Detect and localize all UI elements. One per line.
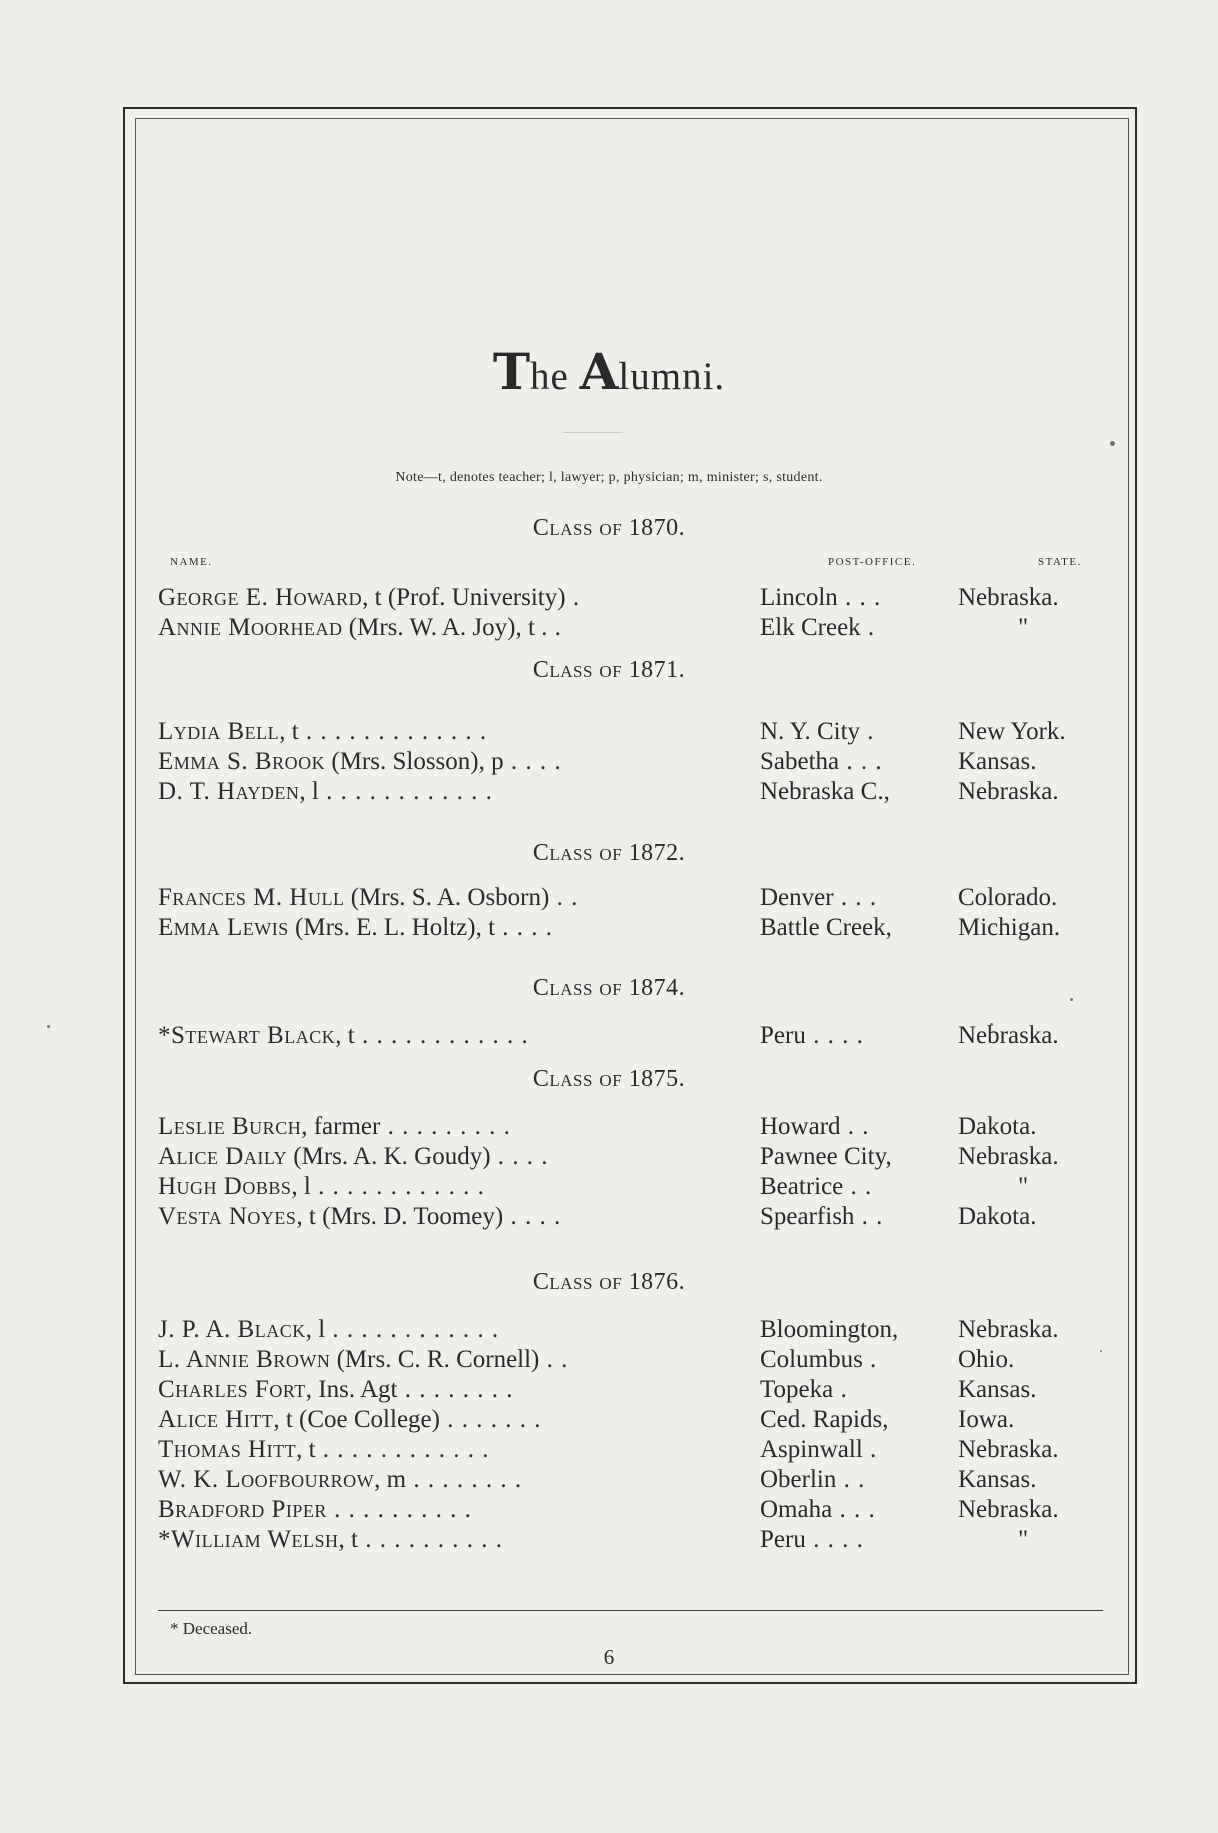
- alumni-name-cell: [158, 1345, 568, 1375]
- alumni-row: [158, 1172, 1096, 1202]
- post-office-cell: [760, 583, 881, 613]
- alumni-name-cell: [158, 1435, 490, 1465]
- post-office-cell: [760, 1435, 877, 1465]
- alumni-row: [158, 583, 1096, 613]
- alumni-name-cell: [158, 913, 553, 943]
- alumni-name: Bradford Piper: [158, 1496, 327, 1523]
- alumni-name-cell: [158, 1202, 561, 1232]
- leader-dots: . . .: [832, 1496, 876, 1523]
- alumni-name: *Stewart Black: [158, 1022, 336, 1049]
- leader-dots: . . . .: [495, 914, 554, 941]
- leader-dots: . . . . . . . . . . . . .: [298, 718, 488, 745]
- post-office-cell: [760, 1142, 892, 1172]
- alumni-row: [158, 1112, 1096, 1142]
- alumni-row: [158, 1405, 1096, 1435]
- alumni-details: (Mrs. W. A. Joy), t .: [342, 614, 548, 641]
- post-office: Columbus: [760, 1346, 863, 1373]
- post-office: Topeka: [760, 1376, 834, 1403]
- alumni-details: (Mrs. A. K. Goudy): [287, 1143, 491, 1170]
- alumni-name-cell: [158, 1112, 511, 1142]
- state: Nebraska.: [958, 1436, 1059, 1463]
- column-header-state: STATE.: [1038, 556, 1082, 568]
- class-heading: Class of 1874.: [532, 975, 686, 1001]
- leader-dots: . .: [854, 1203, 884, 1230]
- post-office: Omaha: [760, 1496, 833, 1523]
- post-office-cell: [760, 1315, 898, 1345]
- post-office: Spearfish: [760, 1203, 855, 1230]
- alumni-name: Thomas Hitt: [158, 1436, 297, 1463]
- alumni-details: , l: [299, 778, 319, 805]
- post-office: Lincoln: [760, 584, 838, 611]
- post-office: Peru: [760, 1022, 806, 1049]
- leader-dots: .: [833, 1376, 848, 1403]
- alumni-name-cell: [158, 747, 562, 777]
- leader-dots: . . . . . . . . . .: [357, 1526, 503, 1553]
- state: Kansas.: [958, 748, 1037, 775]
- alumni-details: (Mrs. E. L. Holtz), t: [288, 914, 496, 941]
- state: Nebraska.: [958, 1143, 1059, 1170]
- alumni-row: [158, 717, 1096, 747]
- alumni-name: Emma S. Brook: [158, 748, 326, 775]
- alumni-details: , l: [291, 1173, 311, 1200]
- class-heading: Class of 1872.: [532, 840, 686, 866]
- alumni-name: Annie Moorhead: [158, 614, 343, 641]
- state: ": [1018, 614, 1029, 641]
- leader-dots: . . . .: [805, 1022, 864, 1049]
- leader-dots: . . . . . . . . . . . .: [354, 1022, 529, 1049]
- alumni-name: Lydia Bell: [158, 718, 280, 745]
- post-office-cell: [760, 913, 892, 943]
- post-office-cell: [760, 883, 877, 913]
- leader-dots: . .: [836, 1466, 866, 1493]
- alumni-name: Charles Fort: [158, 1376, 306, 1403]
- alumni-details: , farmer: [301, 1113, 381, 1140]
- alumni-row: [158, 747, 1096, 777]
- alumni-details: , t (Mrs. D. Toomey): [296, 1203, 504, 1230]
- post-office-cell: [760, 1202, 883, 1232]
- post-office: Ced. Rapids,: [760, 1406, 889, 1433]
- leader-dots: .: [565, 584, 581, 611]
- alumni-name: Leslie Burch: [158, 1113, 302, 1140]
- title-divider: [563, 432, 623, 433]
- post-office-cell: [760, 1345, 877, 1375]
- alumni-row: [158, 613, 1096, 643]
- leader-dots: . . . .: [805, 1526, 864, 1553]
- alumni-details: , t: [279, 718, 299, 745]
- state: Iowa.: [958, 1406, 1015, 1433]
- leader-dots: . . .: [837, 584, 882, 611]
- post-office: Nebraska C.,: [760, 778, 890, 805]
- alumni-name-cell: [158, 1172, 485, 1202]
- alumni-details: , t: [338, 1526, 358, 1553]
- class-heading: Class of 1876.: [532, 1269, 686, 1295]
- post-office-cell: [760, 613, 875, 643]
- leader-dots: . . .: [839, 748, 883, 775]
- alumni-row: [158, 1202, 1096, 1232]
- paper-speck: [47, 1025, 50, 1028]
- leader-dots: . . . . . . . . . . . .: [325, 1316, 500, 1343]
- post-office: N. Y. City: [760, 718, 861, 745]
- post-office-cell: [760, 1375, 848, 1405]
- title-text-lumni: lumni.: [618, 355, 726, 398]
- alumni-details: , t (Prof. University): [362, 584, 566, 611]
- leader-dots: . .: [840, 1113, 870, 1140]
- post-office: Oberlin: [760, 1466, 837, 1493]
- post-office: Beatrice: [760, 1173, 844, 1200]
- leader-dots: . .: [843, 1173, 873, 1200]
- alumni-name: W. K. Loofbourrow: [158, 1466, 375, 1493]
- class-heading: Class of 1870.: [532, 515, 686, 541]
- alumni-name-cell: [158, 1525, 503, 1555]
- post-office-cell: [760, 1172, 872, 1202]
- leader-dots: . . . .: [503, 1203, 562, 1230]
- alumni-details: , t: [296, 1436, 316, 1463]
- state: Kansas.: [958, 1466, 1037, 1493]
- alumni-row: [158, 1435, 1096, 1465]
- title-initial-a: A: [579, 342, 619, 401]
- alumni-name: Alice Hitt: [158, 1406, 274, 1433]
- alumni-name: Vesta Noyes: [158, 1203, 297, 1230]
- leader-dots: .: [547, 614, 562, 641]
- post-office: Pawnee City,: [760, 1143, 892, 1170]
- footer-divider: [158, 1610, 1103, 1611]
- alumni-name-cell: [158, 883, 578, 913]
- leader-dots: . . . . . . . . . .: [326, 1496, 472, 1523]
- alumni-name: D. T. Hayden: [158, 778, 300, 805]
- footnote: * Deceased.: [170, 1619, 253, 1638]
- state: Dakota.: [958, 1203, 1037, 1230]
- state: Colorado.: [958, 884, 1058, 911]
- alumni-name-cell: [158, 717, 487, 747]
- alumni-details: (Mrs. Slosson), p: [325, 748, 504, 775]
- state: New York.: [958, 718, 1066, 745]
- alumni-details: , t (Coe College): [273, 1406, 440, 1433]
- abbreviation-note: Note—t, denotes teacher; l, lawyer; p, physician; m, minister; s, student.: [395, 470, 823, 485]
- alumni-row: [158, 1142, 1096, 1172]
- leader-dots: . . . . . . . . . . . .: [310, 1173, 485, 1200]
- alumni-name-cell: [158, 1375, 513, 1405]
- alumni-name: Frances M. Hull: [158, 884, 345, 911]
- leader-dots: .: [860, 614, 876, 641]
- leader-dots: .: [862, 1436, 878, 1463]
- state: Ohio.: [958, 1346, 1015, 1373]
- state: Nebraska.: [958, 778, 1059, 805]
- state: Kansas.: [958, 1376, 1037, 1403]
- post-office: Bloomington,: [760, 1316, 899, 1343]
- leader-dots: . . . . . . . .: [397, 1376, 514, 1403]
- state: ": [1018, 1526, 1029, 1553]
- alumni-name-cell: [158, 1142, 549, 1172]
- alumni-details: (Mrs. S. A. Osborn): [344, 884, 550, 911]
- alumni-row: [158, 1375, 1096, 1405]
- alumni-details: , Ins. Agt: [305, 1376, 398, 1403]
- alumni-details: (Mrs. C. R. Cornell): [330, 1346, 540, 1373]
- post-office: Sabetha: [760, 748, 840, 775]
- alumni-name-cell: [158, 613, 562, 643]
- leader-dots: . . .: [833, 884, 878, 911]
- leader-dots: . .: [539, 1346, 569, 1373]
- alumni-row: [158, 1465, 1096, 1495]
- state: Michigan.: [958, 914, 1061, 941]
- post-office-cell: [760, 1021, 864, 1051]
- leader-dots: .: [862, 1346, 878, 1373]
- post-office-cell: [760, 1465, 865, 1495]
- alumni-name-cell: [158, 1465, 522, 1495]
- page-number: 6: [603, 1645, 615, 1669]
- post-office-cell: [760, 1525, 864, 1555]
- alumni-name-cell: [158, 1405, 541, 1435]
- alumni-name: Alice Daily: [158, 1143, 288, 1170]
- leader-dots: . . . . . . . . . . . .: [315, 1436, 490, 1463]
- alumni-row: [158, 777, 1096, 807]
- post-office: Elk Creek: [760, 614, 861, 641]
- alumni-row: [158, 1021, 1096, 1051]
- alumni-row: [158, 883, 1096, 913]
- alumni-name-cell: [158, 1495, 472, 1525]
- column-header-name: NAME.: [170, 556, 213, 568]
- state: Dakota.: [958, 1113, 1037, 1140]
- alumni-name: L. Annie Brown: [158, 1346, 331, 1373]
- alumni-row: [158, 913, 1096, 943]
- alumni-name: Hugh Dobbs: [158, 1173, 292, 1200]
- alumni-name: *William Welsh: [158, 1526, 339, 1553]
- post-office: Battle Creek,: [760, 914, 892, 941]
- leader-dots: . . . . . . .: [439, 1406, 542, 1433]
- alumni-name-cell: [158, 583, 580, 613]
- page-title: [0, 342, 1218, 401]
- alumni-details: , m: [374, 1466, 407, 1493]
- state: Nebraska.: [958, 1496, 1059, 1523]
- alumni-row: [158, 1525, 1096, 1555]
- alumni-name-cell: [158, 777, 493, 807]
- alumni-name: Emma Lewis: [158, 914, 289, 941]
- alumni-row: [158, 1345, 1096, 1375]
- post-office-cell: [760, 1405, 888, 1435]
- post-office: Peru: [760, 1526, 806, 1553]
- post-office-cell: [760, 747, 883, 777]
- state: Nebraska.: [958, 584, 1059, 611]
- post-office: Howard: [760, 1113, 841, 1140]
- post-office-cell: [760, 1495, 876, 1525]
- leader-dots: . . . .: [503, 748, 562, 775]
- state: Nebraska.: [958, 1316, 1059, 1343]
- leader-dots: . . . . . . . . . . . .: [318, 778, 493, 805]
- class-heading: Class of 1875.: [532, 1066, 686, 1092]
- alumni-name: George E. Howard: [158, 584, 363, 611]
- alumni-details: , t: [335, 1022, 355, 1049]
- alumni-details: , l: [305, 1316, 326, 1343]
- post-office-cell: [760, 777, 890, 807]
- post-office: Denver: [760, 884, 834, 911]
- alumni-name-cell: [158, 1315, 499, 1345]
- alumni-row: [158, 1495, 1096, 1525]
- title-text-he: he: [530, 355, 580, 398]
- state: ": [1018, 1173, 1029, 1200]
- leader-dots: . .: [549, 884, 579, 911]
- leader-dots: . . . .: [490, 1143, 549, 1170]
- alumni-name: J. P. A. Black: [158, 1316, 306, 1343]
- leader-dots: .: [860, 718, 875, 745]
- leader-dots: . . . . . . . . .: [380, 1113, 511, 1140]
- alumni-row: [158, 1315, 1096, 1345]
- alumni-name-cell: [158, 1021, 529, 1051]
- class-heading: Class of 1871.: [532, 657, 686, 683]
- title-initial-t: T: [492, 342, 531, 401]
- post-office-cell: [760, 717, 875, 747]
- leader-dots: . . . . . . . .: [406, 1466, 523, 1493]
- column-header-post-office: POST-OFFICE.: [828, 556, 917, 568]
- post-office-cell: [760, 1112, 870, 1142]
- post-office: Aspinwall: [760, 1436, 863, 1463]
- state: Nebraska.: [958, 1022, 1059, 1049]
